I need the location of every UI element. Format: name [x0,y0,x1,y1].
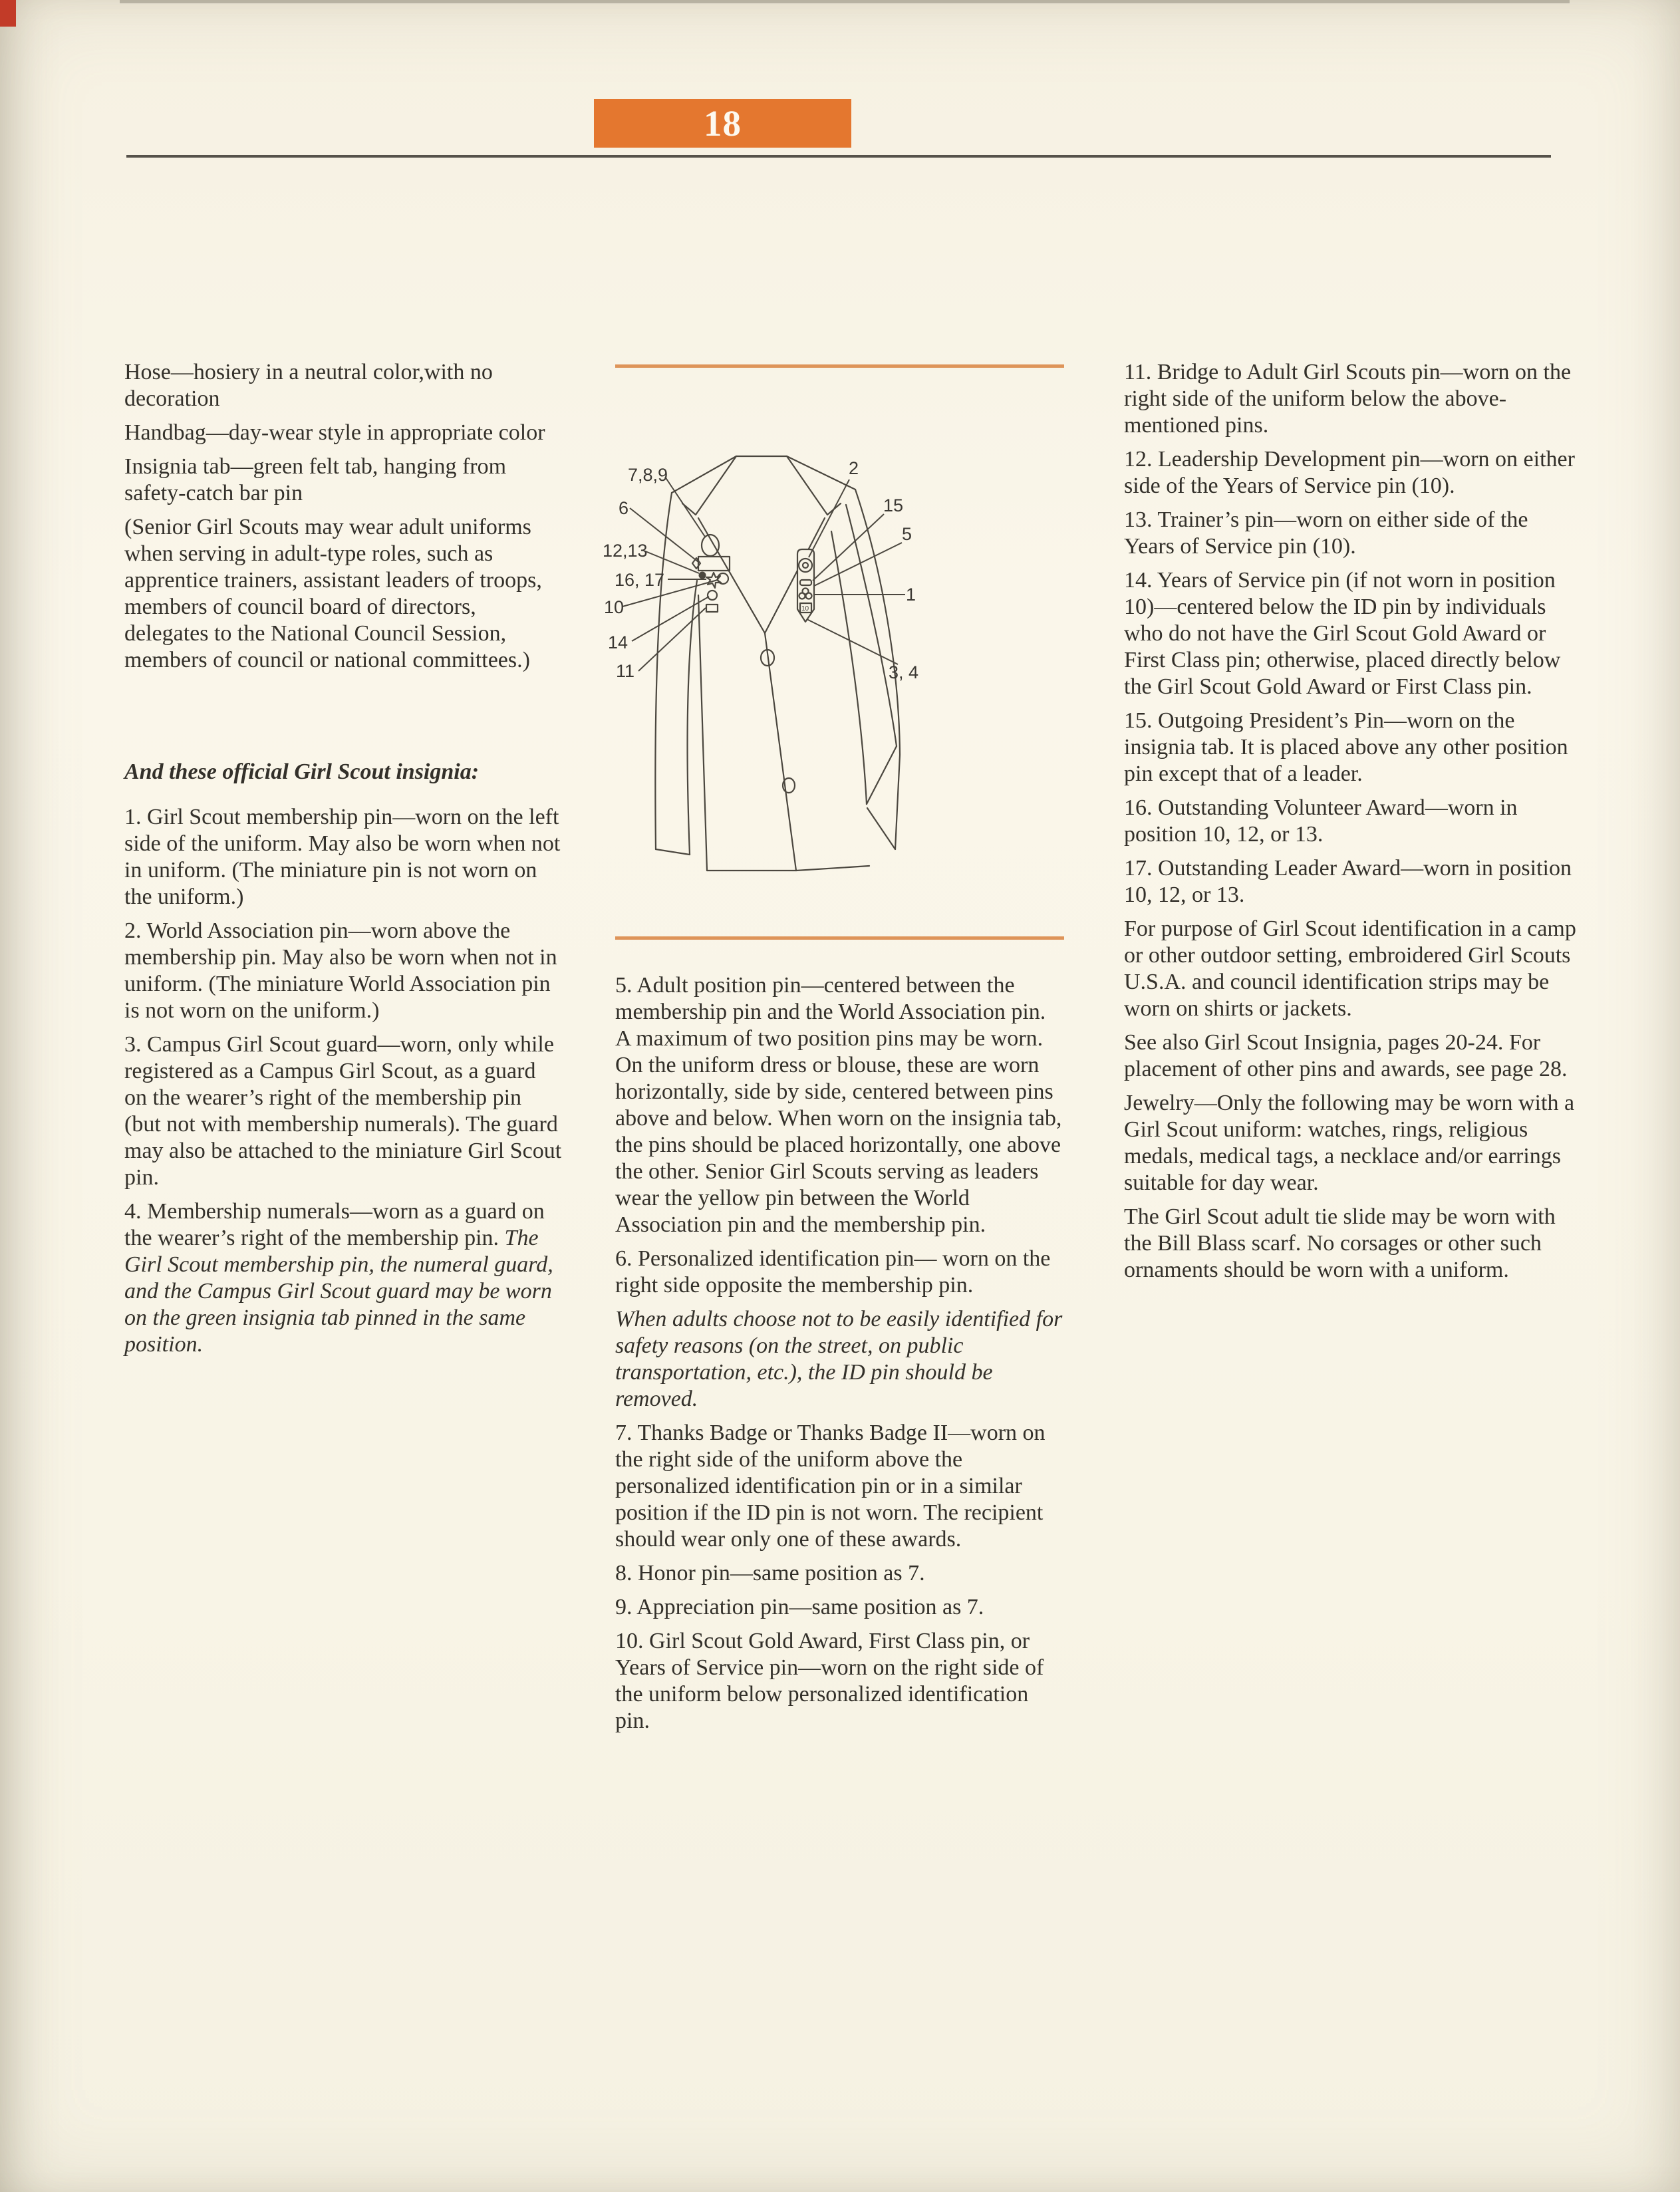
page-number-banner [594,99,851,148]
header-divider [126,155,1551,158]
label-5: 5 [902,524,912,544]
callout-labels [603,458,918,682]
page-edge-red-tab [0,0,16,27]
item-1: 1. Girl Scout membership pin—worn on the left side of the uniform. May also be worn when not in uniform. (The miniature pin is not worn on the uniform.) [124,805,561,909]
paragraph-camp-identification: For purpose of Girl Scout identification in a camp or other outdoor setting, embroidered Girl Scouts U.S.A. and council identification strips may be worn on shirts or jackets. [1124,916,1576,1021]
item-16: 16. Outstanding Volunteer Award—worn in position 10, 12, or 13. [1124,795,1518,847]
paragraph-tie-slide: The Girl Scout adult tie slide may be worn with the Bill Blass scarf. No corsages or other such ornaments should be worn with a uniform. [1124,1204,1556,1282]
right-column [1124,359,1576,1291]
paragraph-insignia-tab: Insignia tab—green felt tab, hanging from safety-catch bar pin [124,454,507,505]
paragraph-jewelry: Jewelry—Only the following may be worn with a Girl Scout uniform: watches, rings, religious medals, medical tags, a necklace and/or earrings suitable for day wear. [1124,1091,1575,1195]
left-column [124,359,563,1365]
gold-award-pin-mark [718,573,728,584]
years-of-service-pin-mark [708,591,717,600]
label-3-4: 3, 4 [889,662,919,682]
item-15: 15. Outgoing President’s Pin—worn on the insignia tab. It is placed above any other position pin except that of a leader. [1124,708,1568,786]
item-13: 13. Trainer’s pin—worn on either side of the Years of Service pin (10). [1124,507,1528,559]
section-heading: And these official Girl Scout insignia: [124,759,480,784]
item-4-text: 4. Membership numerals—worn as a guard on the wearer’s right of the membership pin. [124,1199,545,1250]
label-6: 6 [619,498,629,518]
item-6: 6. Personalized identification pin— worn on the right side opposite the membership pin. [615,1246,1051,1298]
id-pin-safety-note: When adults choose not to be easily identified for safety reasons (on the street, on public transportation, etc.), the ID pin should be removed. [615,1307,1063,1411]
label-11: 11 [616,661,635,681]
middle-column-text [615,972,1064,1734]
label-14: 14 [608,632,629,652]
label-10: 10 [604,597,625,617]
leadership-pin-mark [699,572,706,579]
label-1: 1 [906,585,916,605]
page-number: 18 [704,103,742,144]
paragraph-hose: Hose—hosiery in a neutral color,with no decoration [124,360,493,411]
label-2: 2 [849,458,859,478]
insignia-tab-pins [797,549,814,622]
label-12-13: 12,13 [603,541,648,561]
scan-artifact [120,0,1570,3]
item-14: 14. Years of Service pin (if not worn in position 10)—centered below the ID pin by individuals who do not have the Girl Scout Gold Award or First Class pin; otherwise, placed directly below the Girl Scout Gold Award or First Class pin. [1124,568,1561,699]
paragraph-see-also: See also Girl Scout Insignia, pages 20-24. For placement of other pins and awards, see page 28. [1124,1030,1568,1081]
item-5: 5. Adult position pin—centered between the membership pin and the World Association pin. A maximum of two position pins may be worn. On the uniform dress or blouse, these are worn horizontally, side by side, centered between pins above and below. When worn on the insignia tab, the pins should be placed horizontally, one above the other. Senior Girl Scouts serving as leaders wear the yellow pin between the World Association pin and the membership pin. [615,973,1062,1237]
item-4-italic: The Girl Scout membership pin, the numeral guard, and the Campus Girl Scout guard may be worn on the green insignia tab pinned in the same position. [124,1226,553,1357]
item-7: 7. Thanks Badge or Thanks Badge II—worn on the right side of the uniform above the personalized identification pin or in a similar position if the ID pin is not worn. The recipient should wear only one of these awards. [615,1421,1046,1552]
numeral-square-text: 10 [801,605,809,613]
bridge-pin-mark [706,605,718,612]
uniform-jacket-diagram [599,376,1064,941]
paragraph-senior-note: (Senior Girl Scouts may wear adult uniforms when serving in adult-type roles, such as apprentice trainers, assistant leaders of troops, members of council board of directors, delegates to the National Council Session, members of council or national committees.) [124,515,542,672]
item-17: 17. Outstanding Leader Award—worn in position 10, 12, or 13. [1124,856,1572,907]
item-12: 12. Leadership Development pin—worn on either side of the Years of Service pin (10). [1124,447,1575,498]
label-16-17: 16, 17 [615,570,665,590]
label-7-8-9: 7,8,9 [628,465,668,485]
item-3: 3. Campus Girl Scout guard—worn, only while registered as a Campus Girl Scout, as a guard on the wearer’s right of the membership pin (but not with membership numerals). The guard may also be attached to the miniature Girl Scout pin. [124,1032,562,1190]
item-4 [124,1198,563,1358]
item-9: 9. Appreciation pin—same position as 7. [615,1595,984,1619]
label-15: 15 [883,495,904,515]
item-8: 8. Honor pin—same position as 7. [615,1561,925,1585]
paragraph-handbag: Handbag—day-wear style in appropriate color [124,420,545,445]
item-2: 2. World Association pin—worn above the membership pin. May also be worn when not in uniform. (The miniature World Association pin is not worn on the uniform.) [124,918,557,1023]
item-10: 10. Girl Scout Gold Award, First Class pin, or Years of Service pin—worn on the right side of the uniform below personalized identification pin. [615,1629,1044,1733]
item-11: 11. Bridge to Adult Girl Scouts pin—worn on the right side of the uniform below the above-mentioned pins. [1124,360,1572,438]
